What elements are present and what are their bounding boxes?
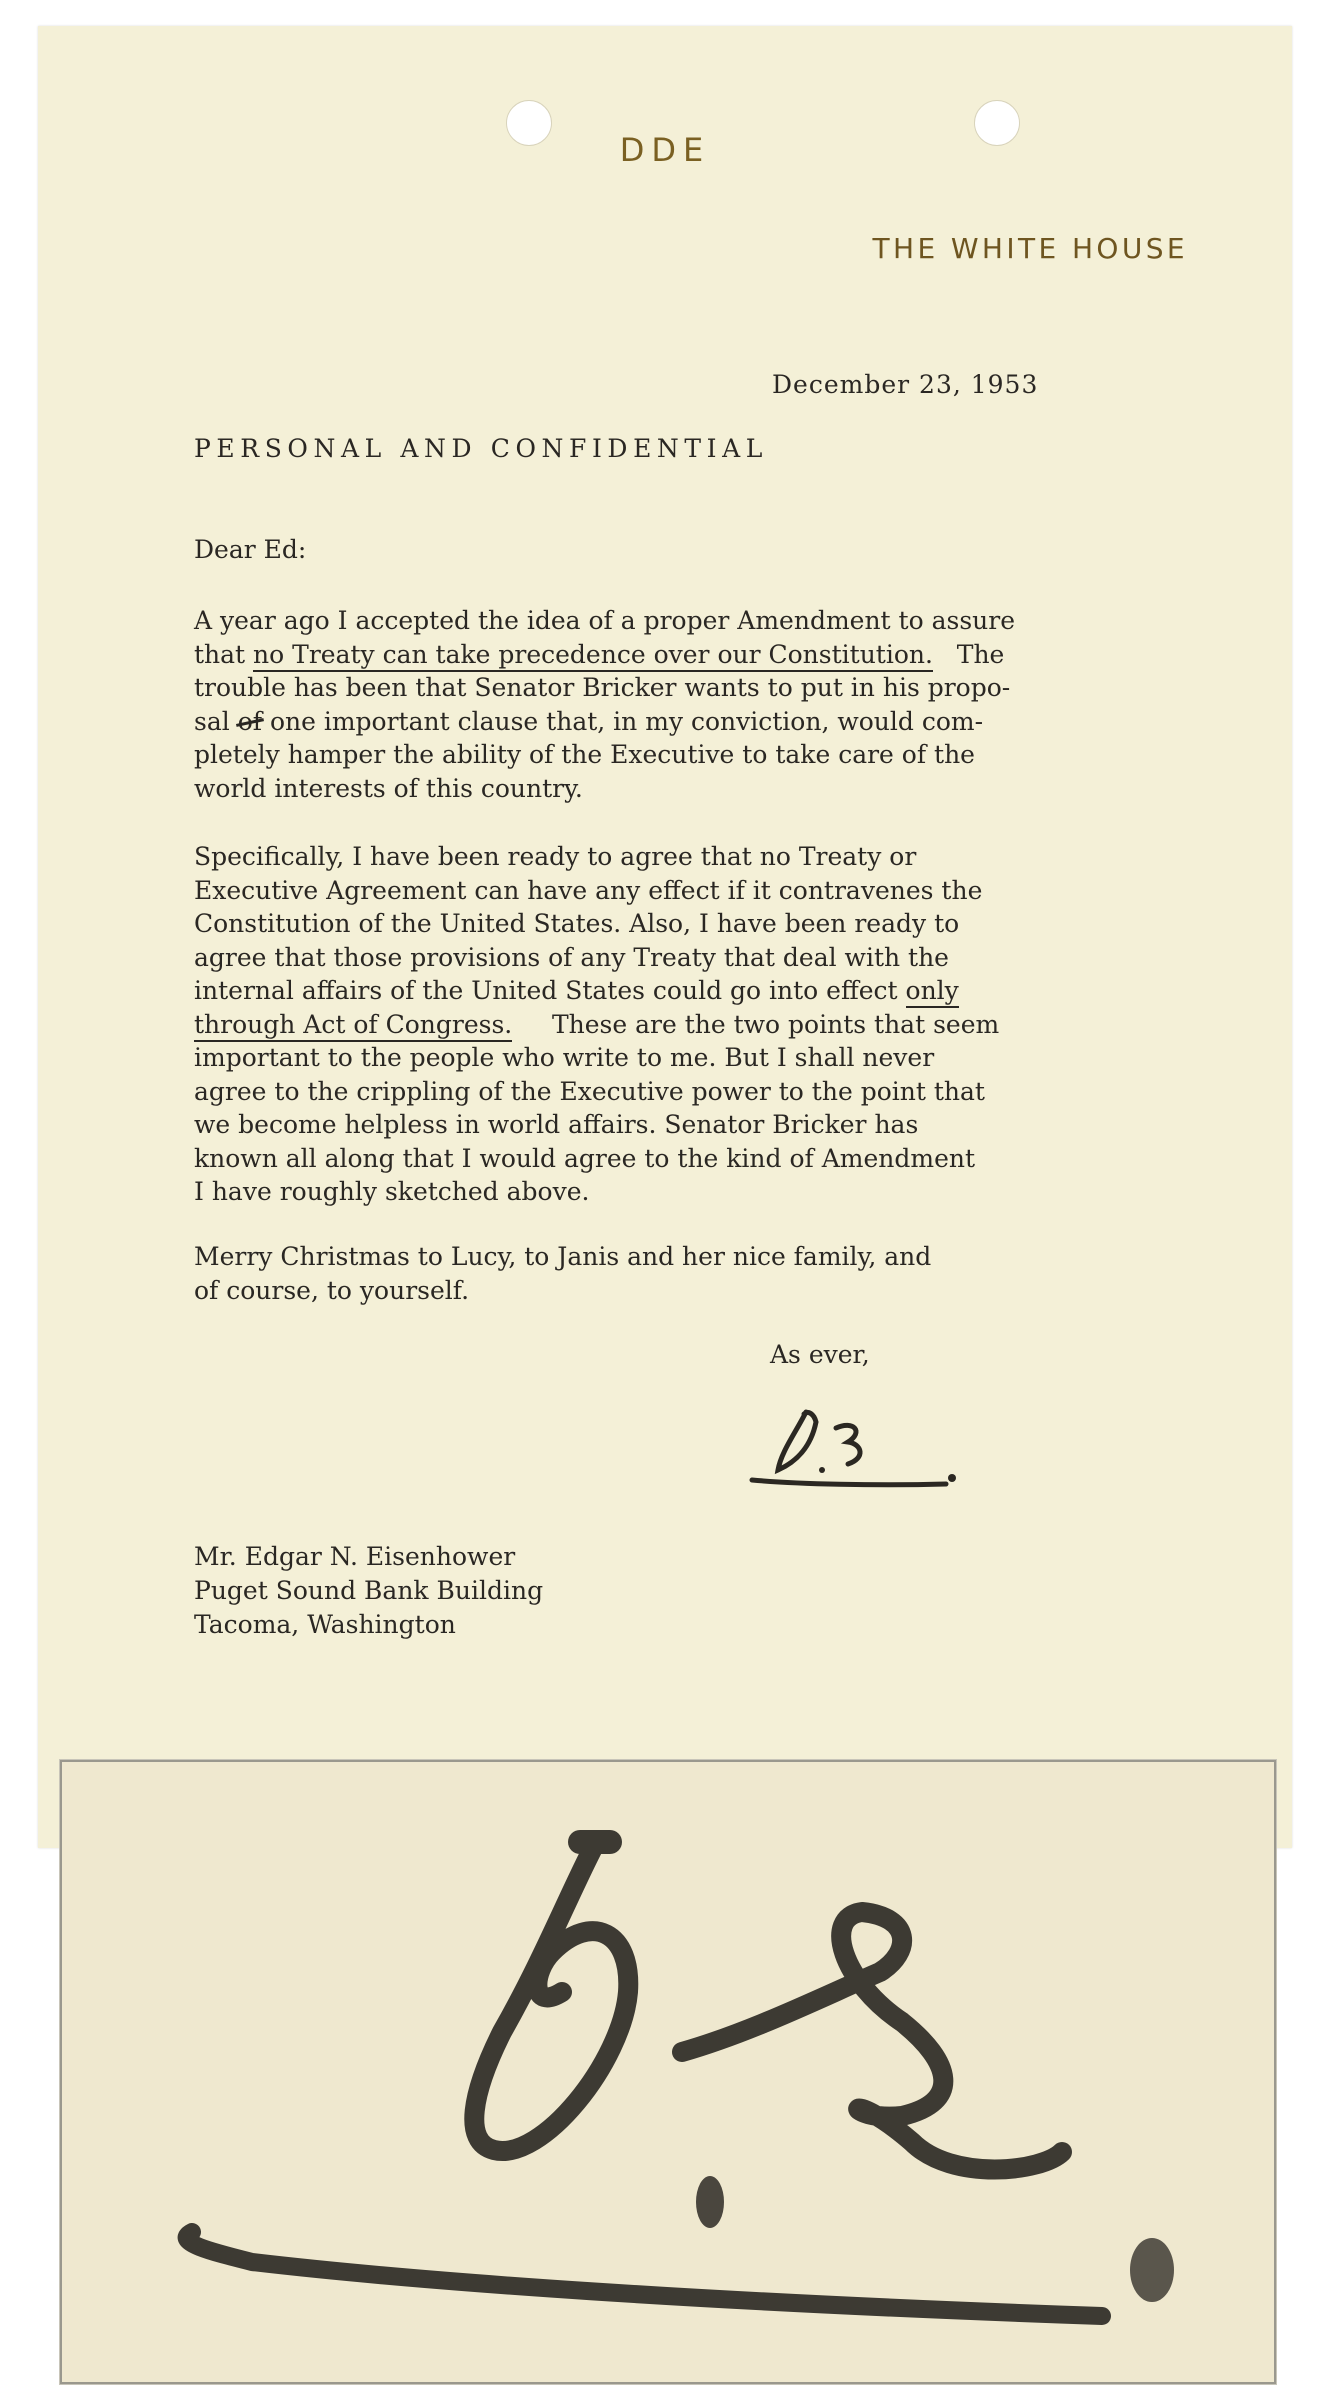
underlined-text: through Act of Congress. (194, 1010, 512, 1042)
signature-enlargement (60, 1760, 1276, 2384)
paragraph-line: Merry Christmas to Lucy, to Janis and her nice family, and (194, 1242, 932, 1271)
paragraph-2 (194, 840, 1204, 1209)
struck-text: of (237, 706, 262, 736)
paragraph-line: world interests of this country. (194, 773, 583, 803)
underlined-text: only (906, 976, 959, 1008)
salutation: Dear Ed: (194, 535, 307, 564)
paragraph-line: A year ago I accepted the idea of a proper Amendment to assure (194, 606, 1015, 635)
paragraph-line: agree to the crippling of the Executive power to the point that (194, 1076, 985, 1106)
underlined-text: no Treaty can take precedence over our Constitution. (253, 640, 933, 672)
text-run: These are the two points that seem (512, 1009, 1000, 1039)
paragraph-line: known all along that I would agree to the kind of Amendment (194, 1143, 976, 1173)
paragraph-line: Specifically, I have been ready to agree that no Treaty or (194, 842, 917, 871)
paragraph-line: I have roughly sketched above. (194, 1177, 590, 1206)
paragraph-line (194, 1008, 1204, 1042)
paragraph-line (194, 974, 1204, 1008)
addressee-building: Puget Sound Bank Building (194, 1576, 544, 1605)
paragraph-line: Constitution of the United States. Also, I have been ready to (194, 909, 960, 938)
closing: As ever, (770, 1340, 870, 1369)
text-run: that (194, 639, 254, 669)
paragraph-3 (194, 1240, 1204, 1307)
paragraph-line: important to the people who write to me. But I shall never (194, 1043, 935, 1072)
classification-heading: PERSONAL AND CONFIDENTIAL (194, 434, 769, 463)
letterhead-office: THE WHITE HOUSE (872, 232, 1188, 265)
paragraph-line: of course, to yourself. (194, 1275, 470, 1305)
paragraph-line: pletely hamper the ability of the Executive to take care of the (194, 740, 975, 769)
paragraph-1 (194, 604, 1204, 805)
addressee-city: Tacoma, Washington (194, 1610, 456, 1639)
paragraph-line (194, 705, 1204, 739)
letter-date: December 23, 1953 (772, 370, 1039, 399)
text-run: The (932, 639, 1005, 669)
paragraph-line: agree that those provisions of any Treaty that deal with the (194, 942, 949, 972)
paragraph-line: trouble has been that Senator Bricker wants to put in his propo- (194, 673, 1011, 702)
text-run: internal affairs of the United States could go into effect (194, 976, 906, 1005)
text-run: sal (194, 706, 238, 736)
letterhead-monogram: DDE (619, 131, 711, 169)
paragraph-line: we become helpless in world affairs. Senator Bricker has (194, 1110, 919, 1139)
text-run: one important clause that, in my conviction, would com- (262, 706, 984, 736)
addressee-name: Mr. Edgar N. Eisenhower (194, 1542, 516, 1571)
signature-enlarged-initials (62, 1762, 1274, 2382)
signature-initials (736, 1392, 976, 1492)
paragraph-line (194, 638, 1204, 672)
address-block (194, 1540, 543, 1642)
paragraph-line: Executive Agreement can have any effect if it contravenes the (194, 875, 983, 905)
